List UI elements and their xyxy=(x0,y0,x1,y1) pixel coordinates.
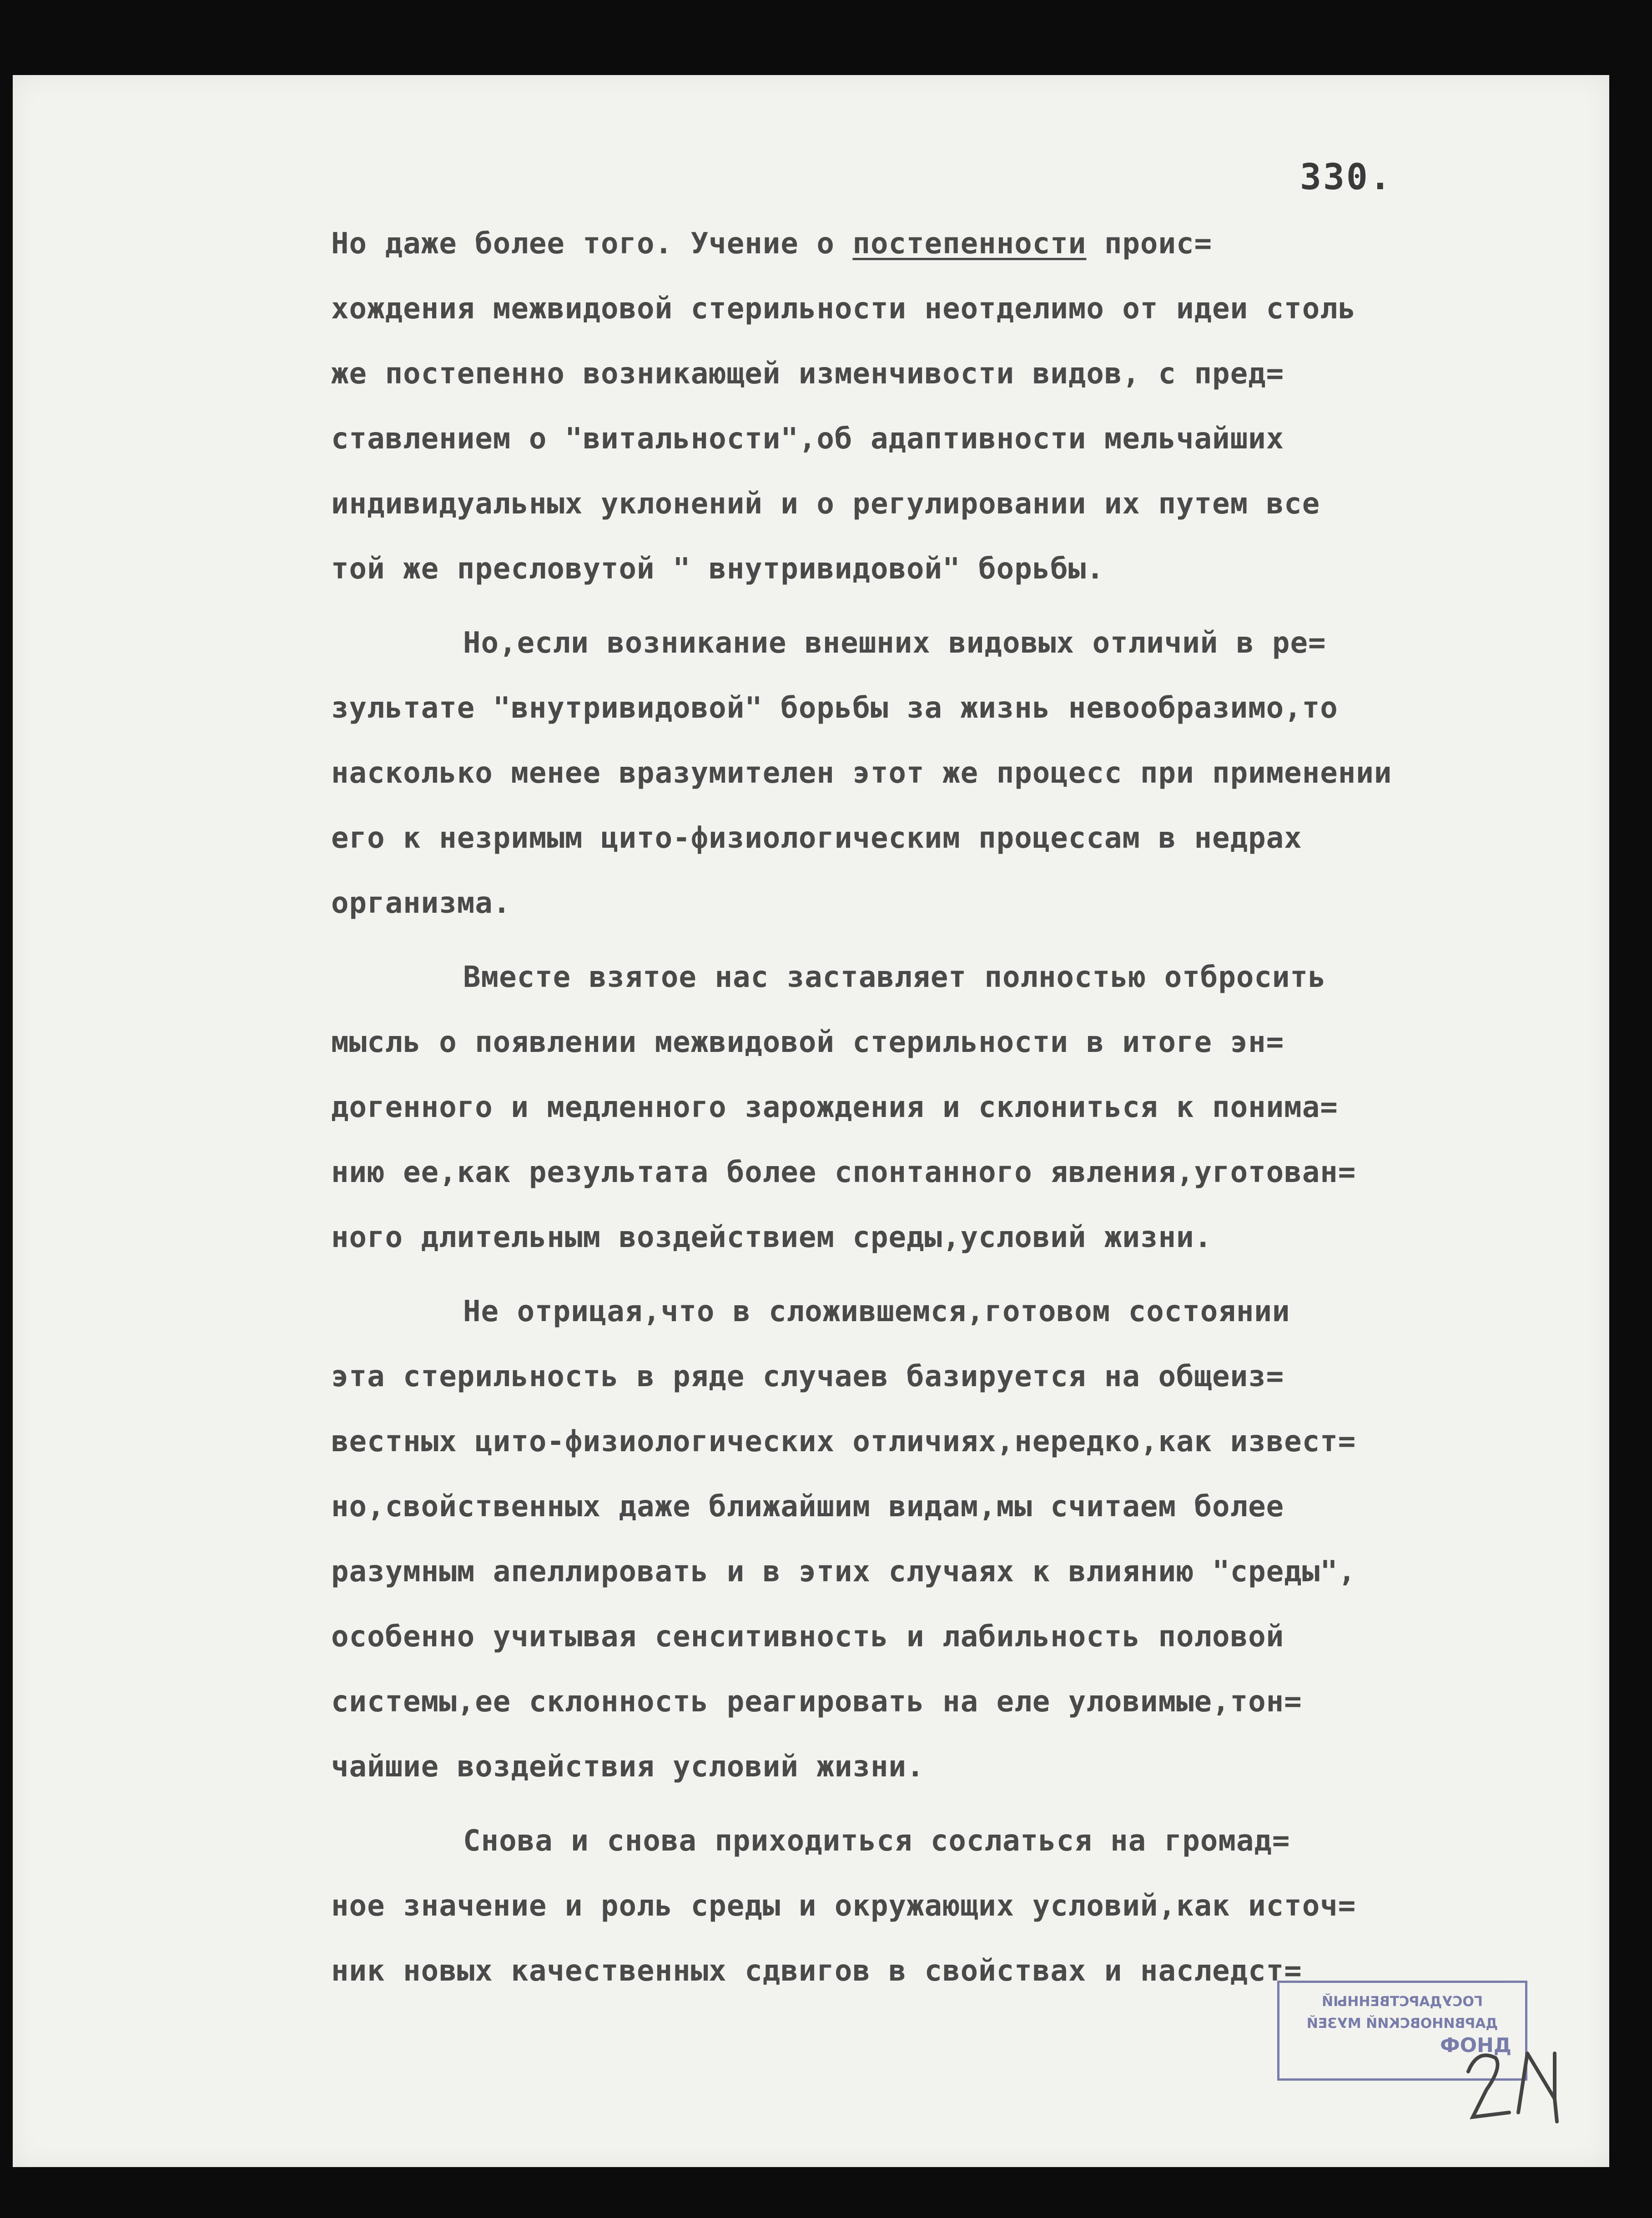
typewritten-text xyxy=(331,211,1587,2004)
text-segment: вестных цито-физиологических отличиях,нередко,как извест= xyxy=(331,1425,1356,1459)
text-line xyxy=(331,1604,1587,1670)
text-line xyxy=(331,1809,1587,1874)
text-line xyxy=(331,211,1587,277)
stamp-line-2: ДАРВИНОВСКИЙ МУЗЕЙ xyxy=(1306,2016,1498,2032)
text-segment: индивидуальных уклонений и о регулировании их путем все xyxy=(331,487,1320,521)
text-segment: ставлением о "витальности",об адаптивности мельчайших xyxy=(331,422,1284,456)
text-segment: системы,ее склонность реагировать на еле уловимые,тон= xyxy=(331,1685,1302,1719)
text-line xyxy=(331,277,1587,342)
text-line xyxy=(331,407,1587,472)
text-segment: хождения межвидовой стерильности неотделимо от идеи столь xyxy=(331,292,1356,326)
text-segment: Но,если возникание внешних видовых отличий в ре= xyxy=(463,626,1326,660)
text-segment: чайшие воздействия условий жизни. xyxy=(331,1750,925,1784)
text-line xyxy=(331,1010,1587,1075)
text-line xyxy=(331,537,1587,602)
text-segment: Вместе взятое нас заставляет полностью отбросить xyxy=(463,961,1326,994)
underlined-word: постепенности xyxy=(852,227,1087,261)
text-line xyxy=(331,1670,1587,1735)
text-line xyxy=(331,1874,1587,1939)
text-line xyxy=(331,611,1587,676)
text-line xyxy=(331,1075,1587,1140)
text-line xyxy=(331,806,1587,871)
text-segment: его к незримым цито-физиологическим процессам в недрах xyxy=(331,821,1302,855)
stamp-line-1: ГОСУДАРСТВЕННЫЙ xyxy=(1322,1994,1483,2010)
text-line xyxy=(331,472,1587,537)
text-segment: ное значение и роль среды и окружающих условий,как источ= xyxy=(331,1889,1356,1923)
text-segment: зультате "внутривидовой" борьбы за жизнь невообразимо,то xyxy=(331,691,1338,725)
text-line xyxy=(331,1205,1587,1270)
text-segment: эта стерильность в ряде случаев базируется на общеиз= xyxy=(331,1360,1284,1393)
handwritten-folio-number xyxy=(1459,2044,1568,2126)
text-segment: проис= xyxy=(1086,227,1213,261)
text-line xyxy=(331,1279,1587,1344)
text-line xyxy=(331,1474,1587,1539)
text-segment: разумным апеллировать и в этих случаях к влиянию "среды", xyxy=(331,1555,1356,1589)
text-line xyxy=(331,871,1587,936)
text-segment: нию ее,как результата более спонтанного явления,уготован= xyxy=(331,1156,1356,1189)
text-segment: ного длительным воздействием среды,условий жизни. xyxy=(331,1221,1213,1254)
text-line xyxy=(331,676,1587,741)
text-line xyxy=(331,1735,1587,1800)
text-segment: Снова и снова приходиться сослаться на громад= xyxy=(463,1824,1290,1858)
text-line xyxy=(331,1344,1587,1409)
text-segment: Но даже более того. Учение о xyxy=(331,227,853,261)
text-segment: той же пресловутой " внутривидовой" борьбы. xyxy=(331,552,1104,586)
text-line xyxy=(331,1409,1587,1474)
text-segment: Не отрицая,что в сложившемся,готовом состоянии xyxy=(463,1295,1290,1328)
text-segment: насколько менее вразумителен этот же процесс при применении xyxy=(331,756,1392,790)
text-segment: ник новых качественных сдвигов в свойствах и наследст= xyxy=(331,1954,1302,1988)
text-line xyxy=(331,1140,1587,1205)
text-line xyxy=(331,1539,1587,1604)
text-line xyxy=(331,945,1587,1010)
text-segment: же постепенно возникающей изменчивости видов, с пред= xyxy=(331,357,1284,391)
page-number: 330. xyxy=(1300,157,1393,198)
document-page xyxy=(13,75,1609,2167)
text-line xyxy=(331,741,1587,806)
text-segment: организма. xyxy=(331,886,511,920)
text-segment: но,свойственных даже ближайшим видам,мы считаем более xyxy=(331,1490,1284,1524)
text-segment: особенно учитывая сенситивность и лабильность половой xyxy=(331,1620,1284,1654)
text-segment: догенного и медленного зарождения и склониться к понима= xyxy=(331,1091,1338,1124)
stamp-fund: ФОНД xyxy=(1440,2034,1511,2057)
text-line xyxy=(331,342,1587,407)
text-segment: мысль о появлении межвидовой стерильности в итоге эн= xyxy=(331,1026,1284,1059)
